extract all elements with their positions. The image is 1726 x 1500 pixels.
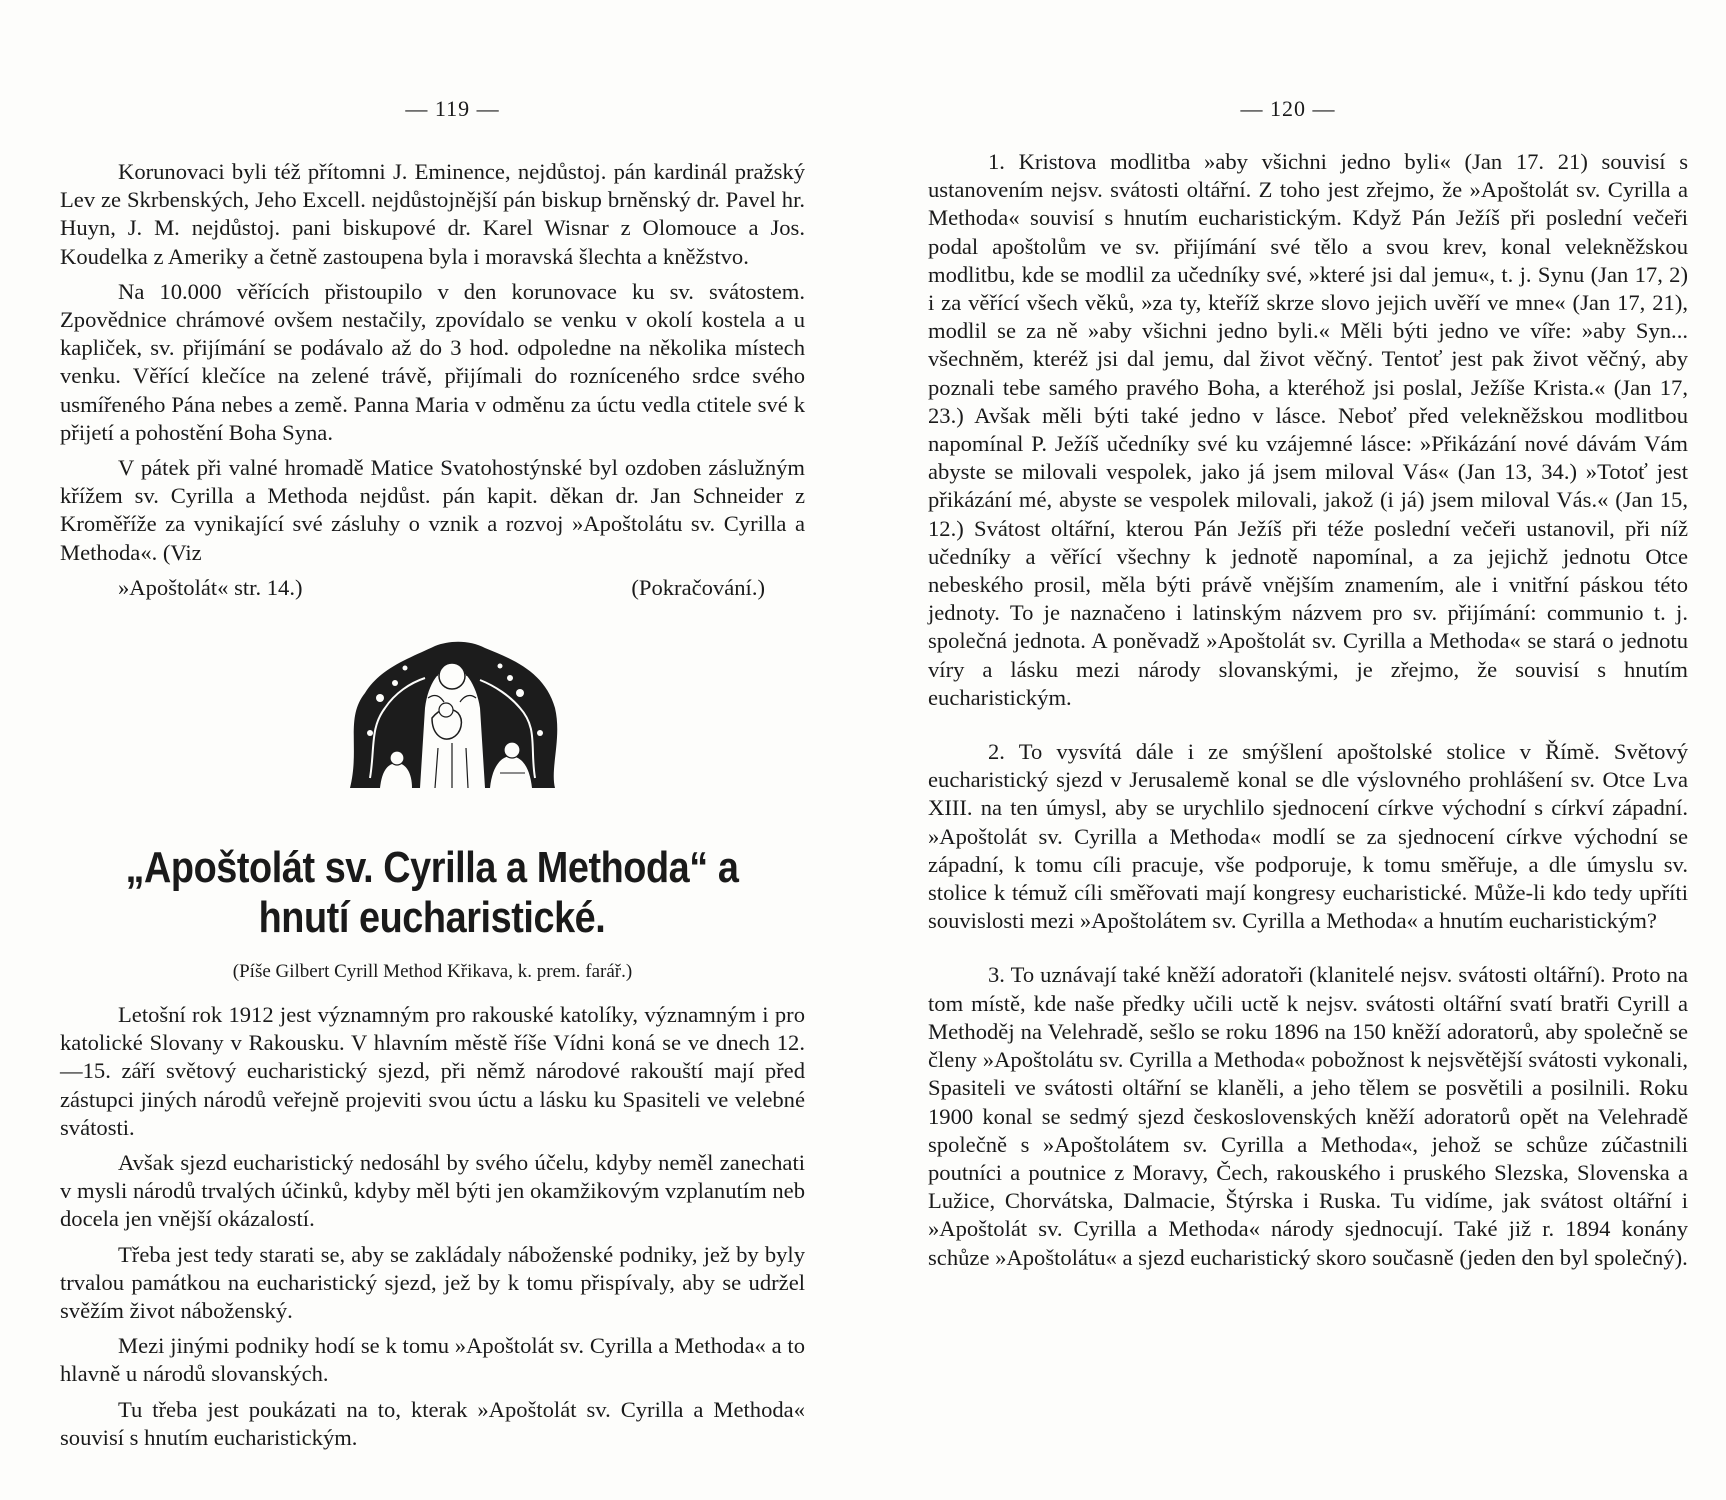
paragraph-end-text: »Apoštolát« str. 14.) [118,574,303,600]
continued-note: (Pokračování.) [631,574,765,600]
page-body [928,148,1688,1272]
paragraph: Avšak sjezd eucharistický nedosáhl by svého účelu, kdyby neměl zanechati v mysli národů trvalých účinků, kdyby měl býti jen okamžikovým vzplanutím neb docela jen vnější okázalostí. [60,1150,805,1232]
page-body [60,158,805,602]
article-byline: (Píše Gilbert Cyrill Method Křikava, k. prem. farář.) [232,961,633,983]
left-page [60,0,805,1459]
paragraph-end [60,574,805,602]
page-number: — 119 — [405,96,500,121]
madonna-vignette-illustration [340,638,565,793]
paragraph: Mezi jinými podniky hodí se k tomu »Apoštolát sv. Cyrilla a Methoda« a to hlavně u národů slovanských. [60,1333,805,1387]
paragraph: 1. Kristova modlitba »aby všichni jedno byli« (Jan 17. 21) souvisí s ustanovením nejsv. svátosti oltářní. Z toho jest zřejmo, že »Apoštolát sv. Cyrilla a Methoda« souvisí s hnutím eucharistickým. Když Pán Ježíš při poslední večeři podal apoštolům ve sv. přijímání své tělo a svou krev, konal velekněžskou modlitbu, kde se modlil za učedníky své, »které jsi dal jemu«, t. j. Synu (Jan 17, 2) i za věřící všech věků, »za ty, kteříž skrze slovo jejich uvěří ve mne« (Jan 17, 21), modlil se za ně »aby všichni jedno byli.« Měli býti jedno ve víře: »aby Syn... všechněm, kteréž jsi dal jemu, dal život věčný. Tentoť jest pak život věčný, aby poznali tebe samého pravého Boha, a kteréhož jsi poslal, Ježíše Krista.« (Jan 17, 23.) Avšak měli býti také jedno v lásce. Neboť před velekněžskou modlitbou napomínal P. Ježíš učedníky své ku vzájemné lásce: »Přikázání nové dávám Vám abyste se milovali vespolek, jako já jsem miloval Vás« (Jan 13, 34.) »Totoť jest přikázání mé, abyste se vespolek milovali, jakož (i já) jsem miloval Vás.« (Jan 15, 12.) Svátost oltářní, kterou Pán Ježíš při téže poslední večeři ustanovil, při níž učedníky a věřící všechny k jednotě napomínal, a za jejichž jednotu Otce nebeského prosil, měla býti právě vnějším znamením, ale i vnitřní páskou této jednoty. To je naznačeno i latinským názvem pro sv. přijímání: communio t. j. společná jednota. A poněvadž »Apoštolát sv. Cyrilla a Methoda« se stará o jednotu víry a lásku mezi národy slovanskými, je zřejmo, že souvisí s hnutím eucharistickým. [928,149,1688,710]
article-body [60,1001,805,1452]
right-page [928,0,1688,1298]
article-title: „Apoštolát sv. Cyrilla a Methoda“ a hnutí eucharistické. [125,843,739,943]
paragraph: Tu třeba jest poukázati na to, kterak »Apoštolát sv. Cyrilla a Methoda« souvisí s hnutím eucharistickým. [60,1396,805,1450]
paragraph: V pátek při valné hromadě Matice Svatohostýnské byl ozdoben záslužným křížem sv. Cyrilla a Methoda nejdůst. pán kapit. děkan dr. Jan Schneider z Kroměříže za vynikající své zásluhy o vznik a rozvoj »Apoštolátu sv. Cyrilla a Methoda«. (Viz [60,455,805,565]
paragraph: 2. To vysvítá dále i ze smýšlení apoštolské stolice v Římě. Světový eucharistický sjezd v Jerusalemě konal se dle výslovného prohlášení sv. Otce Lva XIII. na ten úmysl, aby se urychlilo sjednocení církve východní s církví západní. »Apoštolát sv. Cyrilla a Methoda« modlí se za sjednocení církve východní se západní, k tomu cíli pracuje, vše podporuje, k tomu směřuje, a dle úmyslu sv. stolice k témuž cíli směřovati mají kongresy eucharistické. Může-li kdo tedy upříti souvislosti mezi »Apoštolátem sv. Cyrilla a Methoda« a hnutím eucharistickým? [928,739,1688,934]
paragraph: 3. To uznávají také kněží adoratoři (klanitelé nejsv. svátosti oltářní). Proto na tom místě, kde naše předky učili uctě k nejsv. svátosti oltářní svatí bratři Cyrill a Methoděj na Velehradě, sešlo se roku 1896 na 150 kněží adoratorů, aby společně se členy »Apoštolátu sv. Cyrilla a Methoda« pobožnost k nejsvětější svátosti vykonali, Spasiteli ve svátosti oltářní se klaněli, a jeho tělem se posvětili a posilnili. Roku 1900 konal se sedmý sjezd československých kněží adoratorů opět na Velehradě společně s »Apoštolátem sv. Cyrilla a Methoda«, jehož se schůze zúčastnili poutníci a poutnice z Moravy, Čech, rakouského i pruského Slezska, Slovenska a Lužice, Chorvátska, Dalmacie, Štýrska i Ruska. Tu vidíme, jak svátost oltářní i »Apoštolát sv. Cyrilla a Methoda« národy sjednocují. Také již r. 1894 konány schůze »Apoštolátu« a sjezd eucharistický skoro současně (jeden den byl společný). [928,962,1688,1270]
page-number: — 120 — [1240,96,1336,121]
paragraph: Třeba jest tedy starati se, aby se zakládaly náboženské podniky, jež by byly trvalou památkou na eucharistický sjezd, jež by k tomu přispívaly, aby se udržel svěžím život náboženský. [60,1241,805,1324]
paragraph: Na 10.000 věřících přistoupilo v den korunovace ku sv. svátostem. Zpovědnice chrámové ovšem nestačily, zpovídalo se venku v okolí kostela a u kapliček, sv. přijímání se podávalo až do 3 hod. odpoledne na několika místech venku. Věřící klečíce na zelené trávě, přijímali do rozníceného srdce svého usmířeného Pána nebes a země. Panna Maria v odměnu za úctu vedla ctitele své k přijetí a pohostění Boha Syna. [60,278,805,445]
paragraph: Korunovaci byli též přítomni J. Eminence, nejdůstoj. pán kardinál pražský Lev ze Skrbenských, Jeho Excell. nejdůstojnější pán biskup brněnský dr. Pavel hr. Huyn, J. M. nejdůstoj. pani biskupové dr. Karel Wisnar z Olomouce a Jos. Koudelka z Ameriky a četně zastoupena byla i moravská šlechta a kněžstvo. [60,159,805,269]
paragraph: Letošní rok 1912 jest významným pro rakouské katolíky, významným i pro katolické Slovany v Rakousku. V hlavním městě říše Vídni koná se ve dnech 12.—15. září světový eucharistický sjezd, při němž národové rakouští mají před zástupci jiných národů veřejně projeviti svou úctu a lásku ku Spasiteli ve velebné svátosti. [60,1002,805,1140]
